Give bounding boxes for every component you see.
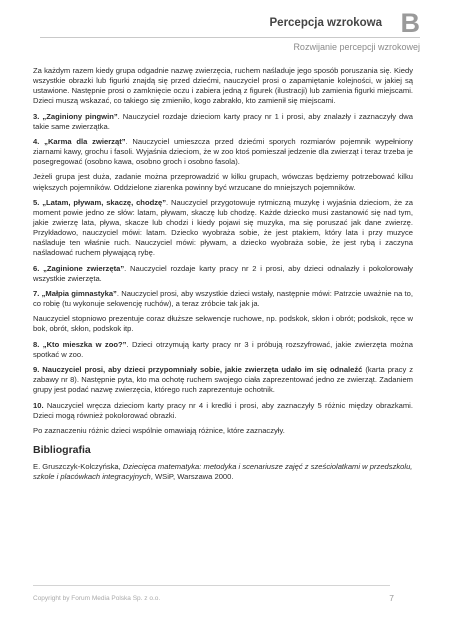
intro-paragraph: Za każdym razem kiedy grupa odgadnie nazwę zwierzęcia, ruchem naśladuje jego sposób poruszania się. Kiedy wszystkie obrazki lub figurki znajdą się przed dziećmi, nauczyciel prosi o zapamiętanie kolejności, w jakiej są ustawione. Następnie prosi o zamknięcie oczu i zabiera jedną z figurek (ilustracji) lub zamienia figurki miejscami. Dzieci muszą wskazać, co takiego się zmieniło, kogo zabrakło, kto zamienił się miejscami. <box>33 66 413 106</box>
exercise-number: 10. <box>33 400 44 410</box>
exercise-text: Nauczyciel wręcza dzieciom karty pracy nr 4 i kredki i prosi, aby zaznaczyły 5 różnic między obrazkami. Dzieci mogą również pokolorować obrazki. <box>33 400 413 420</box>
exercise-number: 4. <box>33 136 40 146</box>
exercise-10 <box>33 401 413 421</box>
exercise-number: 8. <box>33 339 40 349</box>
exercise-3 <box>33 112 413 132</box>
exercise-10-note: Po zaznaczeniu różnic dzieci wspólnie omawiają różnice, które zaznaczyły. <box>33 425 285 435</box>
exercise-5 <box>33 198 413 259</box>
exercise-title: „Kto mieszka w zoo?” <box>42 339 127 349</box>
header-title: Percepcja wzrokowa <box>269 17 382 29</box>
footer-divider <box>33 585 390 586</box>
exercise-7-note: Nauczyciel stopniowo prezentuje coraz dłuższe sekwencje ruchowe, np. podskok, skłon i obrót; podskok, ręce w bok, obrót, skłon, podskok itp. <box>33 314 413 334</box>
exercise-title: „Zaginione zwierzęta” <box>43 263 125 273</box>
page-number: 7 <box>389 593 394 603</box>
exercise-number: 7. <box>33 288 40 298</box>
exercise-6 <box>33 264 413 284</box>
bibliography-heading: Bibliografia <box>33 443 91 456</box>
exercise-9 <box>33 365 413 395</box>
bibliography-entry <box>33 462 413 482</box>
exercise-text: . Nauczyciel rozdaje karty pracy nr 2 i prosi, aby dzieci odnalazły i pokolorowały wszystkie zwierzęta. <box>33 263 413 283</box>
document-body <box>33 66 413 482</box>
exercise-number: 6. <box>33 263 40 273</box>
exercise-text: . Nauczyciel umieszcza przed dziećmi sporych rozmiarów pojemnik wypełniony ziarnami kawy, grochu i fasoli. Wyjaśnia dzieciom, że w zoo ktoś pomieszał jedzenie dla zwierząt i teraz trzeba je posegregować (osobno kawa, osobno groch i osobno fasola). <box>33 136 413 167</box>
exercise-text: (karta pracy z zabawy nr 8). Następnie pyta, kto ma ochotę ruchem swojego ciała zaprezentować jedno ze zwierząt. Zadaniem grupy jest podać nazwę zwierzęcia, którego ruch zaprezentuje ochotnik. <box>33 365 413 395</box>
exercise-title: „Latam, pływam, skaczę, chodzę” <box>42 197 167 207</box>
copyright-text: Copyright by Forum Media Polska Sp. z o.o. <box>33 595 161 602</box>
exercise-number: 5. <box>33 197 40 207</box>
header-divider <box>40 37 420 38</box>
exercise-number: 3. <box>33 111 40 121</box>
bibliography-title: Dziecięca matematyka: metodyka i scenariusze zajęć z sześciolatkami w przedszkolu, szkole i placówkach integracyjnych <box>33 461 413 482</box>
exercise-title: Nauczyciel prosi, aby dzieci przypomniały sobie, jakie zwierzęta udało im się odnaleźć <box>42 365 363 375</box>
page-footer <box>33 585 394 605</box>
exercise-4-note: Jeżeli grupa jest duża, zadanie można przeprowadzić w kilku grupach, wówczas będziemy potrzebować kilku większych pojemników. Oddzielone ziarenka powinny być wrzucane do mniejszych pojemników. <box>33 172 413 192</box>
exercise-8 <box>33 340 413 360</box>
section-letter: B <box>400 8 420 38</box>
exercise-4 <box>33 137 413 167</box>
header-subtitle: Rozwijanie percepcji wzrokowej <box>293 42 420 52</box>
exercise-text: . Nauczyciel rozdaje dzieciom karty pracy nr 1 i prosi, aby znalazły i zaznaczyły dwa takie same zwierzątka. <box>33 111 413 131</box>
exercise-text: . Nauczyciel przygotowuje rytmiczną muzykę i wyjaśnia dzieciom, że za moment powie jedno ze słów: latam, pływam, skaczę lub chodzę. Każde dziecko musi zastanowić się nad tym, jakie zwierzę lata, pływa, skacze lub chodzi i kiedy pojawi się muzyka, ma się poruszać jak dane zwierzę. Przykładowo, nauczyciel mówi: latam. Dziecko wyobraża sobie, że jest ptakiem, który lata i przy muzyce naśladuje ten właśnie ruch. Nauczyciel mówi: pływam, a dziecko wyobraża sobie, że jest rybą i zaczyna naśladować ruchem pływającą rybę. <box>33 197 413 258</box>
page-header <box>40 8 420 52</box>
exercise-title: „Zaginiony pingwin” <box>42 111 118 121</box>
bibliography-author: E. Gruszczyk-Kolczyńska, <box>33 461 123 471</box>
exercise-7 <box>33 289 413 309</box>
exercise-title: „Karma dla zwierząt” <box>44 136 126 146</box>
exercise-text: . Nauczyciel prosi, aby wszystkie dzieci wstały, następnie mówi: Patrzcie uważnie na to, co robię (tu wykonuje sekwencję ruchów), a teraz zróbcie tak jak ja. <box>33 288 413 308</box>
bibliography-publisher: , WSiP, Warszawa 2000. <box>150 472 234 482</box>
exercise-title: „Małpia gimnastyka” <box>41 288 117 298</box>
exercise-number: 9. <box>33 365 40 375</box>
exercise-text: . Dzieci otrzymują karty pracy nr 3 i próbują rozszyfrować, jakie zwierzęta można spotkać w zoo. <box>33 339 413 359</box>
